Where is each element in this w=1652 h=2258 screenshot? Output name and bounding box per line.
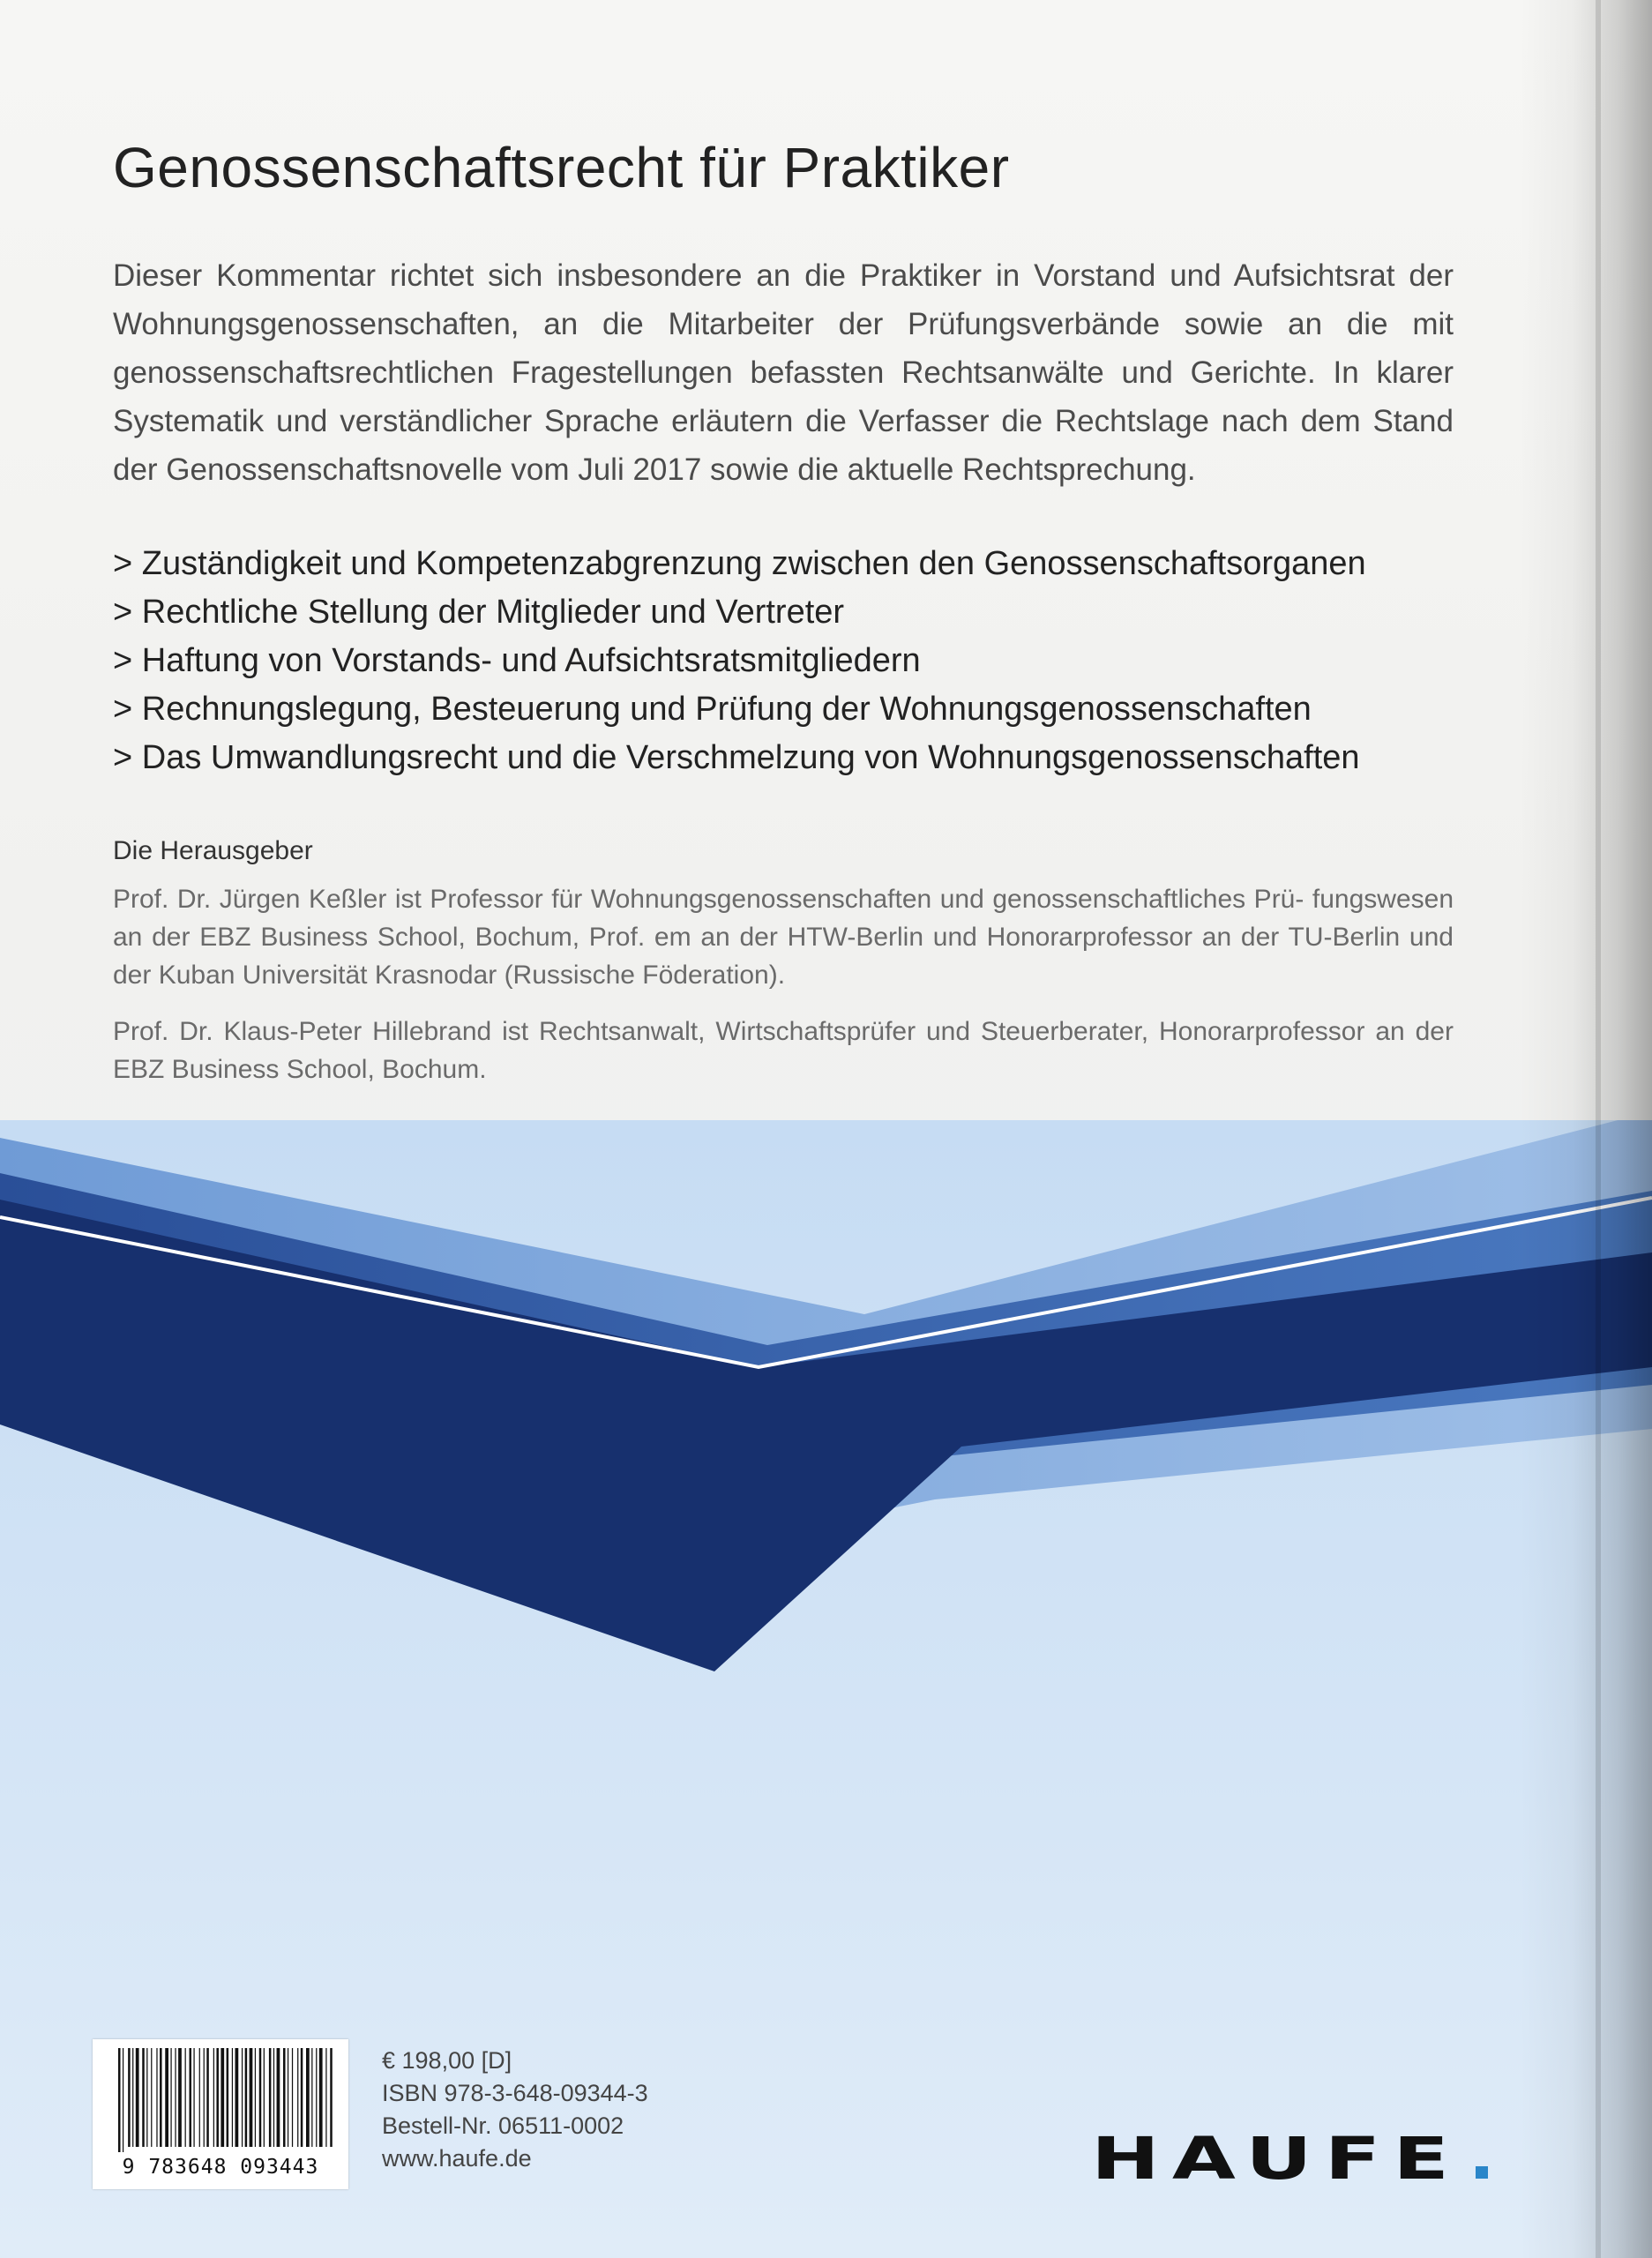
barcode-bar [319,2048,323,2147]
logo-dot [1476,2166,1488,2179]
isbn: ISBN 978-3-648-09344-3 [382,2080,648,2106]
barcode-bars [116,2048,335,2152]
barcode-bar [264,2048,265,2147]
barcode-bar [170,2048,171,2147]
barcode-bar [175,2048,176,2147]
barcode-bar [118,2048,121,2152]
barcode-bar [165,2048,168,2147]
logo-text: HAUFE [1091,2126,1461,2187]
website: www.haufe.de [382,2145,532,2172]
barcode-bar [136,2048,139,2147]
bio-line: an der TU-Berlin und der Kuban Universität Krasnodar (Russische Föderation). [113,923,1454,990]
barcode-bar [242,2048,243,2147]
barcode-bar [160,2048,162,2147]
topic-item: > Rechnungslegung, Besteuerung und Prüfung der Wohnungsgenossenschaften [113,691,1312,728]
book-title: Genossenschaftsrecht für Praktiker [113,136,1010,199]
barcode-bar [250,2048,253,2147]
barcode-bar [255,2048,256,2147]
barcode-bar [213,2048,214,2147]
topic-item: > Das Umwandlungsrecht und die Verschmelzung von Wohnungsgenossenschaften [113,739,1360,776]
description-line: Dieser Kommentar richtet sich insbesondere an die Praktiker in Vorstand und Aufsichtsrat [113,258,1409,293]
description-line: dem Stand der Genossenschaftsnovelle vom Juli 2017 sowie die aktuelle Rechtsprechung. [113,404,1454,487]
bio-line: fungswesen an der EBZ Business School, Bochum, Prof. em an der HTW-Berlin und Honorarprofessor [113,885,1454,952]
barcode-bar [245,2048,248,2147]
barcode-bar [190,2048,192,2147]
barcode-bar [151,2048,152,2147]
barcode-bar [273,2048,274,2147]
order-number: Bestell-Nr. 06511-0002 [382,2112,624,2139]
barcode-bar [221,2048,224,2147]
topic-item: > Zuständigkeit und Kompetenzabgrenzung zwischen den Genossenschaftsorganen [113,545,1366,582]
barcode-number: 9 783648 093443 [122,2156,319,2179]
barcode-bar [178,2048,182,2147]
barcode-bar [142,2048,145,2147]
description-line: der Wohnungsgenossenschaften, an die Mitarbeiter der Prüfungsverbände sowie an die [113,258,1454,341]
barcode-bar [306,2048,310,2147]
barcode-label [93,2039,348,2189]
barcode-bar [199,2048,200,2147]
topic-item: > Rechtliche Stellung der Mitglieder und Vertreter [113,594,845,631]
topic-list [113,540,1489,782]
bio-line: Prof. Dr. Jürgen Keßler ist Professor für Wohnungsgenossenschaften und genossenschaftliches Prü- [113,885,1312,914]
barcode-bar [325,2048,326,2147]
barcode-bar [297,2048,298,2147]
barcode-bar [283,2048,286,2147]
barcode-bar [206,2048,209,2147]
description-paragraph [113,251,1454,494]
barcode-bar [330,2048,333,2147]
barcode-bar [277,2048,280,2147]
topic-item: > Haftung von Vorstands- und Aufsichtsratsmitgliedern [113,642,921,679]
editors-heading: Die Herausgeber [113,836,313,865]
barcode-bar [311,2048,312,2147]
product-info [382,2045,648,2175]
haufe-logo [1091,2126,1497,2187]
barcode-bar [128,2048,131,2147]
barcode-bar [292,2048,293,2147]
bio-line: an der EBZ Business School, Bochum. [113,1017,1454,1084]
barcode-bar [301,2048,303,2147]
barcode-bar [316,2048,317,2147]
barcode-bar [156,2048,157,2147]
barcode-bar [216,2048,219,2147]
barcode-bar [193,2048,194,2147]
bio-line: Prof. Dr. Klaus-Peter Hillebrand ist Rechtsanwalt, Wirtschaftsprüfer und Steuerberater, Honorarprofessor [113,1017,1376,1046]
barcode-bar [235,2048,239,2147]
barcode-bar [259,2048,262,2147]
barcode-bar [204,2048,205,2147]
barcode-bar [185,2048,186,2147]
description-line: klarer Systematik und verständlicher Sprache erläutern die Verfasser die Rechtslage nach [113,355,1454,438]
barcode-bar [269,2048,272,2147]
editor-bio-kessler [113,880,1454,994]
barcode-bar [232,2048,233,2147]
description-line: mit genossenschaftsrechtlichen Fragestellungen befassten Rechtsanwälte und Gerichte. In [113,307,1454,390]
barcode-bar [146,2048,147,2147]
price: € 198,00 [D] [382,2047,512,2074]
editor-bio-hillebrand [113,1013,1454,1088]
barcode-bar [227,2048,229,2147]
barcode-bar [132,2048,133,2147]
